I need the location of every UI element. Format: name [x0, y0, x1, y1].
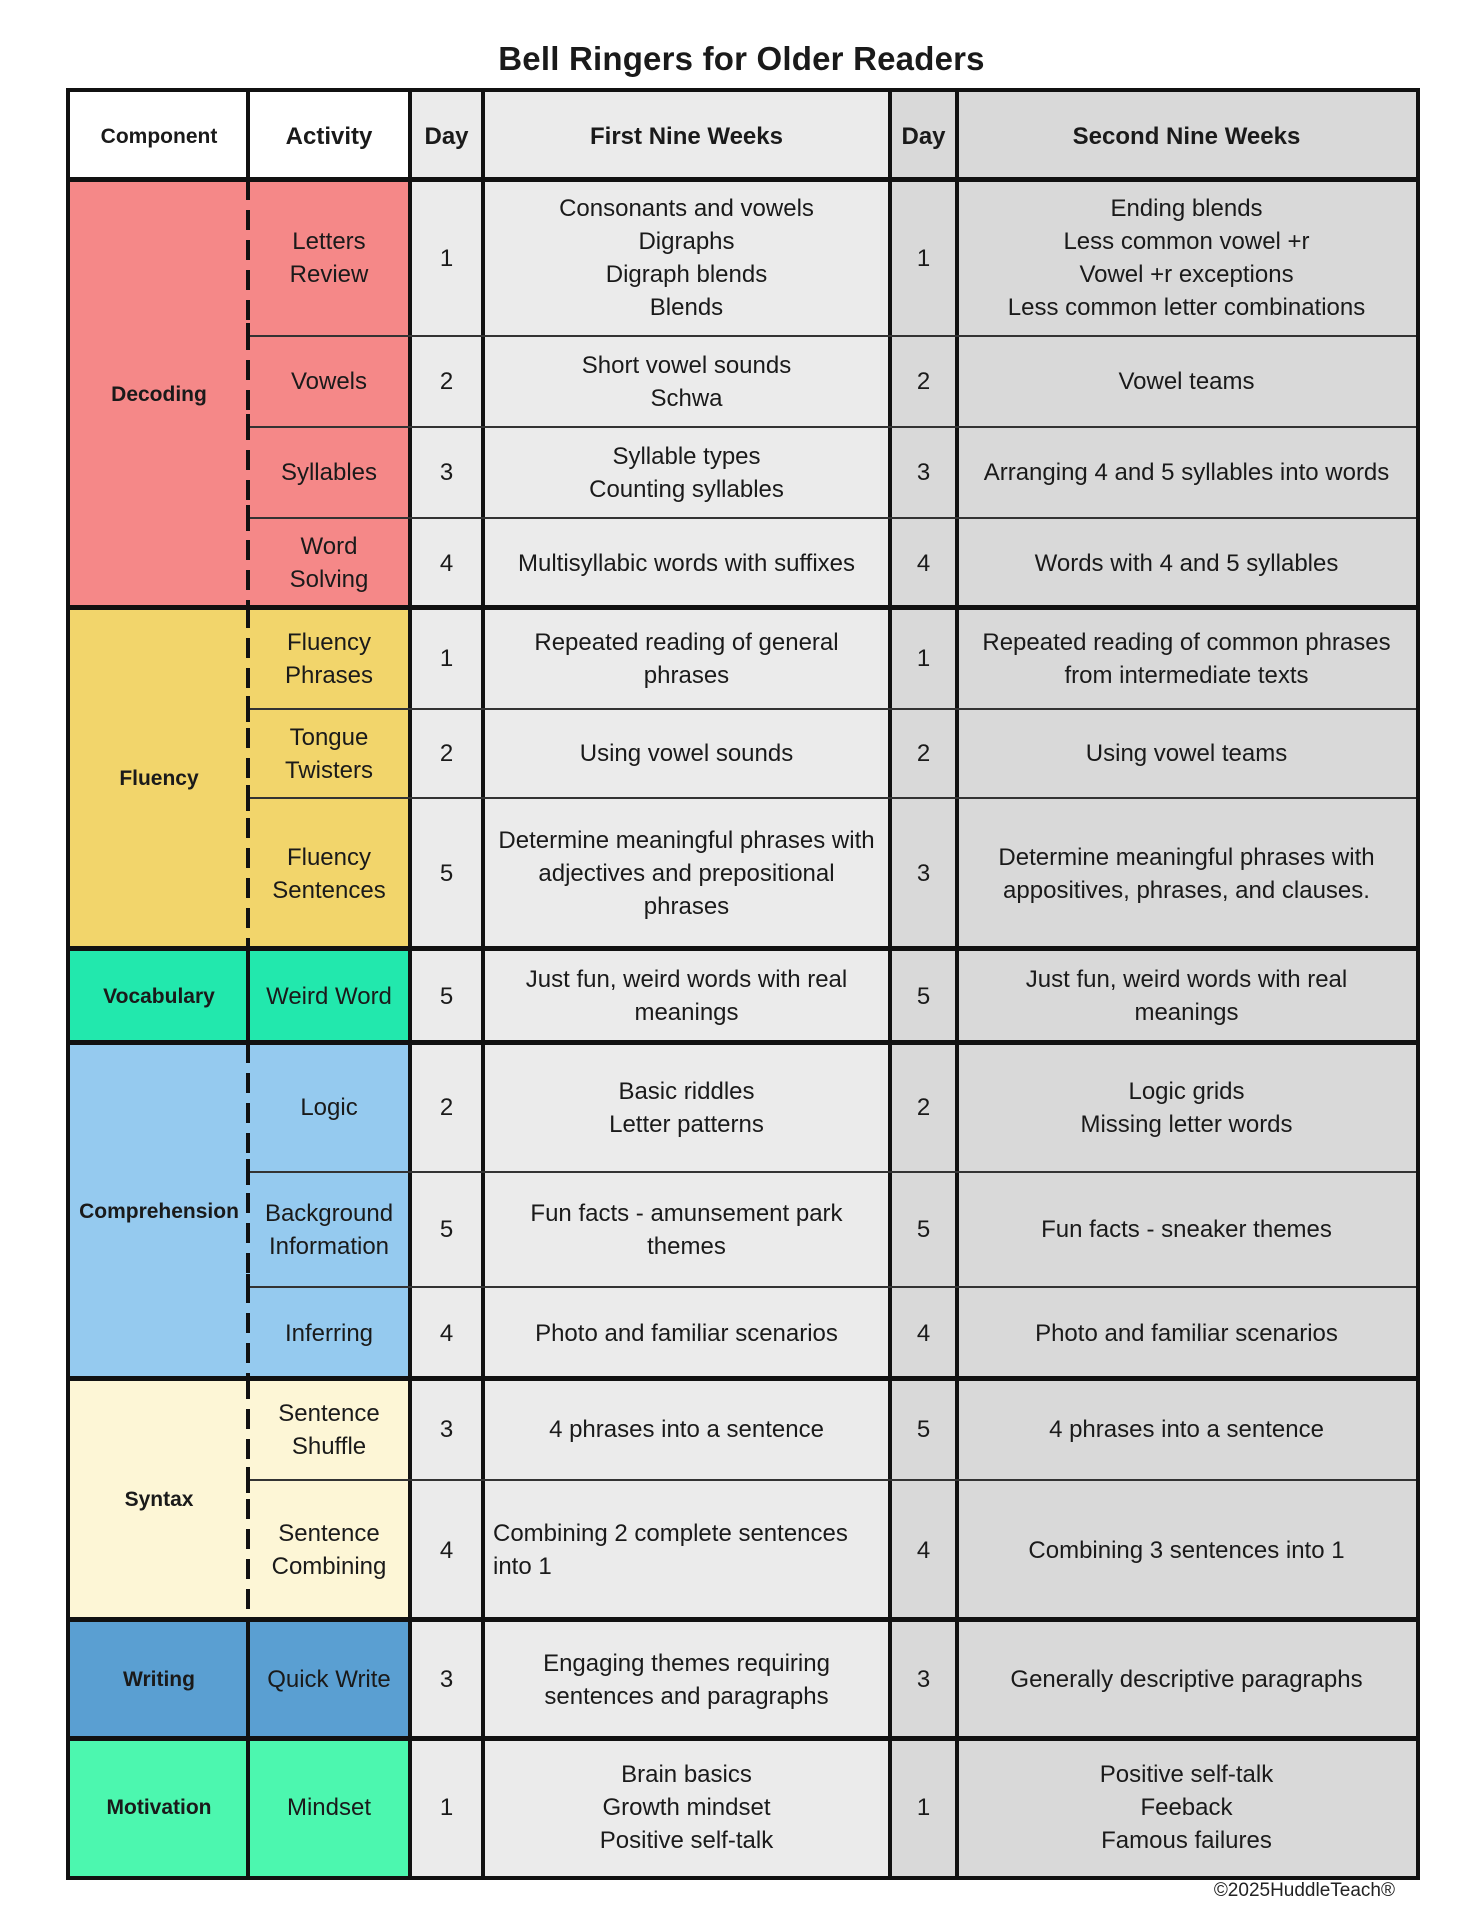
component-cell: Comprehension [70, 1043, 248, 1379]
second-nine-weeks-cell: Repeated reading of common phrases from intermediate texts [957, 608, 1416, 709]
column-divider [408, 92, 412, 1876]
group-border [70, 1040, 1416, 1045]
activity-cell: Quick Write [248, 1620, 410, 1739]
row-tick [246, 785, 250, 811]
activity-cell: Syllables [248, 427, 410, 518]
activity-cell: Background Information [248, 1172, 410, 1287]
day-first-cell: 2 [410, 1043, 483, 1172]
header-second: Second Nine Weeks [957, 92, 1416, 180]
day-first-cell: 4 [410, 1287, 483, 1379]
column-divider [955, 92, 959, 1876]
day-first-cell: 4 [410, 1480, 483, 1620]
day-second-cell: 3 [890, 1620, 957, 1739]
row-border [248, 708, 1416, 710]
activity-cell: Weird Word [248, 949, 410, 1043]
day-second-cell: 5 [890, 1379, 957, 1480]
first-nine-weeks-cell: Using vowel sounds [483, 709, 890, 798]
row-tick [246, 414, 250, 440]
second-nine-weeks-cell: Arranging 4 and 5 syllables into words [957, 427, 1416, 518]
second-nine-weeks-cell: Logic grids Missing letter words [957, 1043, 1416, 1172]
second-nine-weeks-cell: Combining 3 sentences into 1 [957, 1480, 1416, 1620]
second-nine-weeks-cell: Ending blends Less common vowel +r Vowel +r exceptions Less common letter combinations [957, 180, 1416, 336]
second-nine-weeks-cell: 4 phrases into a sentence [957, 1379, 1416, 1480]
first-nine-weeks-cell: Just fun, weird words with real meanings [483, 949, 890, 1043]
component-cell: Vocabulary [70, 949, 248, 1043]
first-nine-weeks-cell: Repeated reading of general phrases [483, 608, 890, 709]
day-first-cell: 3 [410, 427, 483, 518]
group-border [70, 1376, 1416, 1381]
dashed-divider [246, 608, 250, 949]
group-border [70, 1617, 1416, 1622]
column-divider [246, 1739, 250, 1876]
row-border [248, 517, 1416, 519]
group-border [70, 946, 1416, 951]
day-first-cell: 4 [410, 518, 483, 608]
column-divider [888, 92, 892, 1876]
first-nine-weeks-cell: 4 phrases into a sentence [483, 1379, 890, 1480]
row-border [248, 1171, 1416, 1173]
column-divider [246, 949, 250, 1043]
day-second-cell: 2 [890, 1043, 957, 1172]
row-border [248, 797, 1416, 799]
group-border [70, 605, 1416, 610]
activity-cell: Word Solving [248, 518, 410, 608]
first-nine-weeks-cell: Multisyllabic words with suffixes [483, 518, 890, 608]
copyright-footer: ©2025HuddleTeach® [1213, 1880, 1395, 1901]
second-nine-weeks-cell: Using vowel teams [957, 709, 1416, 798]
column-divider [246, 92, 250, 180]
day-first-cell: 1 [410, 1739, 483, 1876]
day-first-cell: 5 [410, 1172, 483, 1287]
row-tick [246, 1274, 250, 1300]
row-tick [246, 505, 250, 531]
first-nine-weeks-cell: Brain basics Growth mindset Positive self-talk [483, 1739, 890, 1876]
second-nine-weeks-cell: Just fun, weird words with real meanings [957, 949, 1416, 1043]
header-activity: Activity [248, 92, 410, 180]
component-cell: Writing [70, 1620, 248, 1739]
activity-cell: Tongue Twisters [248, 709, 410, 798]
activity-cell: Fluency Phrases [248, 608, 410, 709]
day-second-cell: 3 [890, 427, 957, 518]
day-second-cell: 1 [890, 608, 957, 709]
day-second-cell: 1 [890, 180, 957, 336]
row-border [248, 426, 1416, 428]
second-nine-weeks-cell: Words with 4 and 5 syllables [957, 518, 1416, 608]
component-cell: Syntax [70, 1379, 248, 1620]
activity-cell: Fluency Sentences [248, 798, 410, 949]
first-nine-weeks-cell: Photo and familiar scenarios [483, 1287, 890, 1379]
second-nine-weeks-cell: Fun facts - sneaker themes [957, 1172, 1416, 1287]
column-divider [481, 92, 485, 1876]
second-nine-weeks-cell: Positive self-talk Feeback Famous failures [957, 1739, 1416, 1876]
first-nine-weeks-cell: Syllable types Counting syllables [483, 427, 890, 518]
first-nine-weeks-cell: Fun facts - amunsement park themes [483, 1172, 890, 1287]
day-second-cell: 4 [890, 518, 957, 608]
header-component: Component [70, 92, 248, 180]
activity-cell: Vowels [248, 336, 410, 427]
second-nine-weeks-cell: Photo and familiar scenarios [957, 1287, 1416, 1379]
dashed-divider [246, 1379, 250, 1620]
row-tick [246, 1467, 250, 1493]
second-nine-weeks-cell: Vowel teams [957, 336, 1416, 427]
column-divider [246, 1620, 250, 1739]
first-nine-weeks-cell: Basic riddles Letter patterns [483, 1043, 890, 1172]
header-border [70, 177, 1416, 182]
day-second-cell: 4 [890, 1287, 957, 1379]
day-second-cell: 2 [890, 336, 957, 427]
day-first-cell: 5 [410, 949, 483, 1043]
day-first-cell: 1 [410, 608, 483, 709]
second-nine-weeks-cell: Generally descriptive paragraphs [957, 1620, 1416, 1739]
day-first-cell: 2 [410, 336, 483, 427]
header-first: First Nine Weeks [483, 92, 890, 180]
day-first-cell: 2 [410, 709, 483, 798]
day-first-cell: 1 [410, 180, 483, 336]
component-cell: Fluency [70, 608, 248, 949]
day-second-cell: 3 [890, 798, 957, 949]
activity-cell: Logic [248, 1043, 410, 1172]
row-tick [246, 323, 250, 349]
activity-cell: Letters Review [248, 180, 410, 336]
first-nine-weeks-cell: Combining 2 complete sentences into 1 [483, 1480, 890, 1620]
header-day1: Day [410, 92, 483, 180]
dashed-divider [246, 1043, 250, 1379]
second-nine-weeks-cell: Determine meaningful phrases with appositives, phrases, and clauses. [957, 798, 1416, 949]
first-nine-weeks-cell: Engaging themes requiring sentences and paragraphs [483, 1620, 890, 1739]
row-border [248, 1479, 1416, 1481]
row-tick [246, 696, 250, 722]
day-first-cell: 3 [410, 1620, 483, 1739]
day-second-cell: 5 [890, 949, 957, 1043]
activity-cell: Inferring [248, 1287, 410, 1379]
day-second-cell: 2 [890, 709, 957, 798]
activity-cell: Mindset [248, 1739, 410, 1876]
activity-cell: Sentence Shuffle [248, 1379, 410, 1480]
component-cell: Motivation [70, 1739, 248, 1876]
day-second-cell: 1 [890, 1739, 957, 1876]
first-nine-weeks-cell: Consonants and vowels Digraphs Digraph blends Blends [483, 180, 890, 336]
first-nine-weeks-cell: Determine meaningful phrases with adjectives and prepositional phrases [483, 798, 890, 949]
row-border [248, 1286, 1416, 1288]
row-tick [246, 1159, 250, 1185]
day-second-cell: 4 [890, 1480, 957, 1620]
row-border [248, 335, 1416, 337]
day-first-cell: 3 [410, 1379, 483, 1480]
day-first-cell: 5 [410, 798, 483, 949]
group-border [70, 1736, 1416, 1741]
activity-cell: Sentence Combining [248, 1480, 410, 1620]
bell-ringers-table [66, 88, 1420, 1880]
page-title: Bell Ringers for Older Readers [498, 40, 985, 77]
dashed-divider [246, 180, 250, 608]
component-cell: Decoding [70, 180, 248, 608]
first-nine-weeks-cell: Short vowel sounds Schwa [483, 336, 890, 427]
day-second-cell: 5 [890, 1172, 957, 1287]
header-day2: Day [890, 92, 957, 180]
